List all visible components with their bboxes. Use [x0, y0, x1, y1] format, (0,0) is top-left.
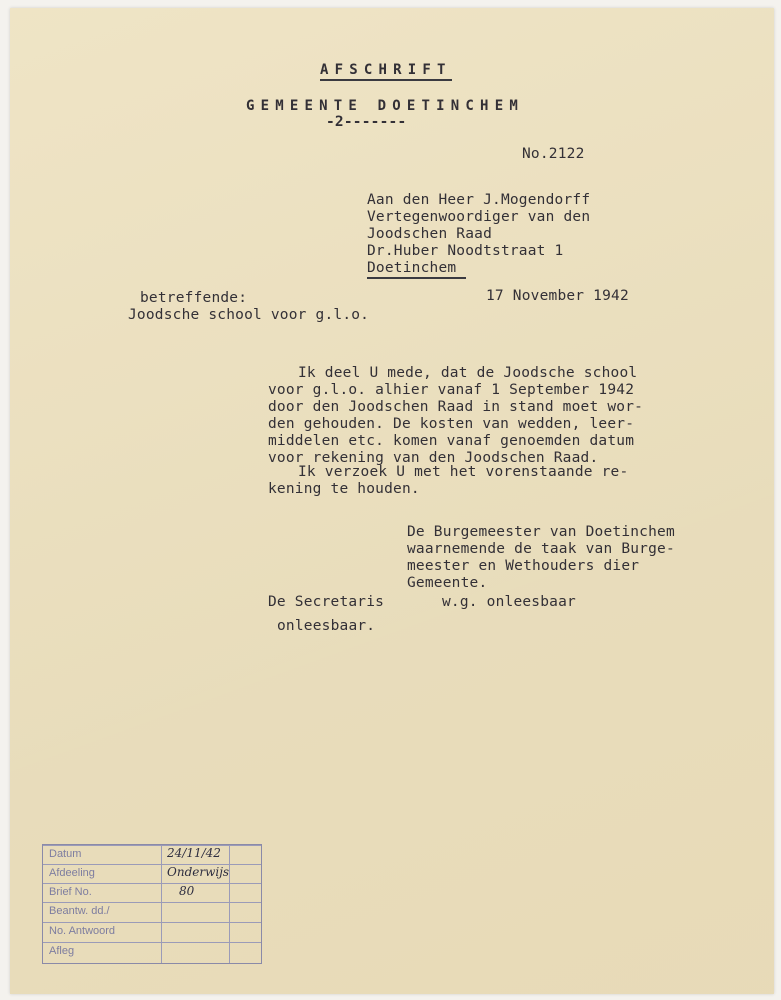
secretary-label: De Secretaris: [268, 594, 385, 610]
secretary-signature: onleesbaar.: [277, 618, 376, 634]
stamp-value: Onderwijs: [167, 865, 230, 879]
stamp-label: Datum: [49, 848, 82, 860]
stamp-row: [43, 864, 261, 883]
stamp-value: 80: [179, 884, 195, 898]
mayor-signature: w.g. onleesbaar: [442, 594, 576, 610]
letter-number: No.2122: [522, 146, 585, 162]
stamp-label: Brief No.: [49, 886, 92, 898]
addressee-line: Vertegenwoordiger van den: [367, 209, 591, 225]
mayor-line: meester en Wethouders dier: [407, 558, 640, 574]
stamp-row: [43, 883, 261, 902]
municipality-name: GEMEENTE DOETINCHEM: [246, 98, 524, 114]
stamp-label: Afleg: [49, 945, 75, 957]
subject-label: betreffende:: [140, 290, 248, 306]
stamp-row: [43, 845, 261, 864]
page-marker: -2-------: [326, 114, 407, 130]
body-line: voor g.l.o. alhier vanaf 1 September 1942: [268, 382, 635, 398]
body-line: voor rekening van den Joodschen Raad.: [268, 450, 599, 466]
stamp-value: 24/11/42: [167, 846, 221, 860]
letter-date: 17 November 1942: [486, 288, 629, 304]
stamp-label: Afdeeling: [49, 867, 95, 879]
mayor-line: De Burgemeester van Doetinchem: [407, 524, 675, 540]
body-line: middelen etc. komen vanaf genoemden datum: [268, 433, 635, 449]
stamp-row: [43, 922, 261, 941]
addressee-city: Doetinchem: [367, 260, 466, 279]
stamp-label: No. Antwoord: [49, 925, 116, 937]
body-line: kening te houden.: [268, 481, 420, 497]
body-line: den gehouden. De kosten van wedden, leer-: [268, 416, 635, 432]
addressee-line: Joodschen Raad: [367, 226, 493, 242]
registration-stamp: [42, 844, 262, 964]
mayor-line: Gemeente.: [407, 575, 488, 591]
body-line: Ik verzoek U met het vorenstaande re-: [298, 464, 629, 480]
document-heading: AFSCHRIFT: [320, 62, 452, 81]
stamp-row: [43, 942, 261, 961]
body-line: Ik deel U mede, dat de Joodsche school: [298, 365, 638, 381]
document-page: [10, 8, 774, 994]
mayor-line: waarnemende de taak van Burge-: [407, 541, 675, 557]
stamp-row: [43, 902, 261, 921]
addressee-line: Aan den Heer J.Mogendorff: [367, 192, 591, 208]
body-line: door den Joodschen Raad in stand moet wor-: [268, 399, 644, 415]
addressee-line: Dr.Huber Noodtstraat 1: [367, 243, 564, 259]
stamp-label: Beantw. dd./: [49, 905, 110, 917]
subject-text: Joodsche school voor g.l.o.: [128, 307, 370, 323]
